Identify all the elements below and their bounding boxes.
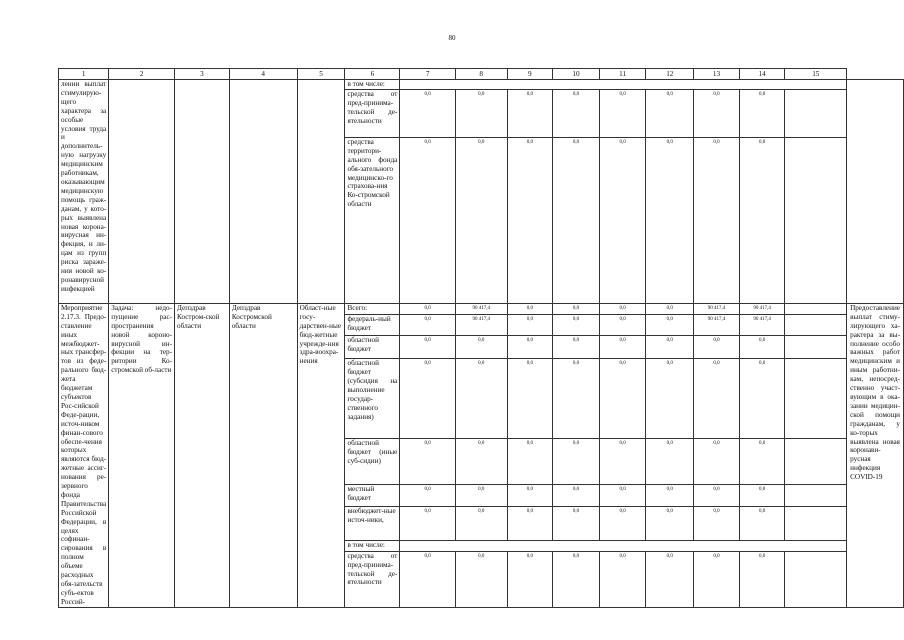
column-header: 3 — [175, 69, 230, 80]
value-cell: 0,0 — [553, 89, 600, 137]
column-header: 1 — [59, 69, 109, 80]
value-cell: 0,0 — [507, 551, 553, 607]
value-cell: 0,0 — [599, 336, 646, 359]
funding-source-label: Всего: — [345, 303, 400, 314]
funding-source-label: в том числе: — [345, 540, 400, 551]
column-header: 15 — [785, 69, 847, 80]
value-cell: 0,0 — [739, 336, 785, 359]
value-cell: 0,0 — [599, 507, 646, 541]
value-cell: 90 417,4 — [739, 303, 785, 314]
value-cell: 0,0 — [739, 551, 785, 607]
column-header: 13 — [694, 69, 740, 80]
value-cell: 0,0 — [694, 438, 740, 484]
empty-cell — [785, 507, 847, 541]
empty-cell — [785, 359, 847, 438]
coexecutor-cell — [175, 80, 230, 304]
measure-description: Мероприятие 2.17.3. Предо-ставление иных межбюджет-ных трансфер-тов из феде-рального бюд-жета бюджетам субъектов Рос-сийской Феде-рации, источ-ником финан-сового обеспе-чения которых являются бюд-жетные ассиг-нования ре-зервного фонда Правительства Российской Федерации, в целях софинан-сирования в полном объеме расходных обя-зательств субъ-ектов Россий- — [59, 303, 109, 607]
value-cell: 0,0 — [507, 484, 553, 506]
value-cell: 0,0 — [553, 551, 600, 607]
value-cell: 0,0 — [599, 551, 646, 607]
value-cell: 0,0 — [400, 484, 456, 506]
value-cell: 0,0 — [400, 303, 456, 314]
value-cell: 0,0 — [739, 507, 785, 541]
value-cell: 0,0 — [599, 438, 646, 484]
task-cell: Задача: недо-пущение рас-пространения новой короно-вирусной ин-фекции на тер-ритории Ко-стромской об-ласти — [109, 303, 175, 607]
empty-cell — [785, 484, 847, 506]
value-cell: 0,0 — [455, 438, 507, 484]
column-header: 11 — [599, 69, 646, 80]
empty-cell — [785, 551, 847, 607]
value-cell: 0,0 — [400, 336, 456, 359]
value-cell: 0,0 — [694, 336, 740, 359]
value-cell: 0,0 — [553, 137, 600, 303]
value-cell: 0,0 — [507, 336, 553, 359]
funding-source-label: средства от пред-принима-тельской де-ятельности — [345, 89, 400, 137]
value-cell: 0,0 — [400, 359, 456, 438]
value-cell: 0,0 — [646, 484, 694, 506]
value-cell: 0,0 — [694, 507, 740, 541]
value-cell: 90 417,4 — [455, 303, 507, 314]
result-cell: Предоставление выплат стиму-лирующего ха-рактера за вы-полнение особо важных работ медицинским и иным работни-кам, непосред-ственно участ-вующим в ока-зании медицин-ской помощи гражданам, у ко-торых выявлена новая коронави-русная инфекция COVID-19 — [847, 303, 904, 607]
funding-source-label: областной бюджет (субсидия на выполнение государ-ственного задания) — [345, 359, 400, 438]
empty-cell — [785, 438, 847, 484]
value-cell: 0,0 — [553, 507, 600, 541]
column-header: 7 — [400, 69, 456, 80]
recipient-cell: Област-ные госу-дарствен-ные бюд-жетные учрежде-ния здра-воохра-нения — [297, 303, 345, 607]
column-header: 5 — [297, 69, 345, 80]
funding-source-label: областной бюджет (иные суб-сидии) — [345, 438, 400, 484]
value-cell: 0,0 — [646, 137, 694, 303]
value-cell: 0,0 — [739, 359, 785, 438]
value-cell: 0,0 — [553, 314, 600, 335]
value-cell: 0,0 — [646, 438, 694, 484]
value-cell: 0,0 — [507, 507, 553, 541]
value-cell: 0,0 — [400, 137, 456, 303]
value-cell: 0,0 — [553, 336, 600, 359]
recipient-cell — [297, 80, 345, 304]
value-cell: 0,0 — [553, 438, 600, 484]
empty-cell — [785, 89, 847, 137]
value-cell: 0,0 — [400, 314, 456, 335]
empty-cell — [785, 137, 847, 303]
value-cell: 0,0 — [455, 484, 507, 506]
column-header-row — [59, 69, 904, 80]
value-cell: 0,0 — [599, 89, 646, 137]
measure-description: лении выплат стимулирую-щего характера за особые условия труда и дополнитель-ную нагрузку медицинским работникам, оказывающим медицинскую помощь граж-данам, у кото-рых выявлена новая корона-вирусная ин-фекция, и ли-цам из групп риска зараже-ния новой ко-ронавирусной инфекцией — [59, 80, 109, 304]
value-span-cell — [400, 540, 847, 551]
task-cell — [109, 80, 175, 304]
value-cell: 90 417,4 — [694, 314, 740, 335]
executor-cell — [229, 80, 297, 304]
value-cell: 0,0 — [507, 89, 553, 137]
value-cell: 0,0 — [694, 359, 740, 438]
column-header: 2 — [109, 69, 175, 80]
value-cell: 0,0 — [553, 359, 600, 438]
column-header: 9 — [507, 69, 553, 80]
value-cell: 0,0 — [739, 438, 785, 484]
value-cell: 0,0 — [400, 89, 456, 137]
value-cell: 0,0 — [599, 484, 646, 506]
value-cell: 0,0 — [455, 137, 507, 303]
coexecutor-cell: Депздрав Костром-ской области — [175, 303, 230, 607]
value-cell: 0,0 — [400, 507, 456, 541]
value-cell: 0,0 — [646, 314, 694, 335]
value-cell: 0,0 — [455, 359, 507, 438]
value-cell: 0,0 — [455, 89, 507, 137]
value-span-cell — [400, 80, 847, 90]
value-cell: 0,0 — [599, 359, 646, 438]
value-cell: 0,0 — [694, 137, 740, 303]
column-header: 6 — [345, 69, 400, 80]
value-cell: 0,0 — [646, 303, 694, 314]
value-cell: 0,0 — [400, 438, 456, 484]
value-cell: 0,0 — [507, 303, 553, 314]
value-cell: 0,0 — [455, 336, 507, 359]
funding-source-label: в том числе: — [345, 80, 400, 90]
column-header: 10 — [553, 69, 600, 80]
funding-source-label: федераль-ный бюджет — [345, 314, 400, 335]
table-body — [59, 69, 904, 608]
funding-source-label: местный бюджет — [345, 484, 400, 506]
value-cell: 0,0 — [694, 551, 740, 607]
page-number: 80 — [448, 34, 456, 42]
value-cell: 0,0 — [646, 551, 694, 607]
executor-cell: Депздрав Костромской области — [229, 303, 297, 607]
value-cell: 0,0 — [646, 336, 694, 359]
empty-cell — [785, 303, 847, 314]
value-cell: 0,0 — [694, 89, 740, 137]
empty-cell — [785, 336, 847, 359]
funding-source-label: средства территори-ального фонда обя-зательного медицинско-го страхова-ния Ко-стромской области — [345, 137, 400, 303]
value-cell: 0,0 — [400, 551, 456, 607]
value-cell: 0,0 — [739, 484, 785, 506]
value-cell: 0,0 — [599, 303, 646, 314]
value-cell: 0,0 — [553, 303, 600, 314]
value-cell: 0,0 — [739, 89, 785, 137]
column-header: 8 — [455, 69, 507, 80]
funding-source-label: средства от пред-принима-тельской де-ятельности — [345, 551, 400, 607]
column-header: 14 — [739, 69, 785, 80]
value-cell: 90 417,4 — [739, 314, 785, 335]
column-header: 12 — [646, 69, 694, 80]
value-cell: 0,0 — [646, 359, 694, 438]
value-cell: 0,0 — [739, 137, 785, 303]
value-cell: 0,0 — [507, 359, 553, 438]
financing-table — [58, 68, 904, 608]
value-cell: 0,0 — [553, 484, 600, 506]
column-header: 4 — [229, 69, 297, 80]
value-cell: 0,0 — [599, 137, 646, 303]
value-cell: 0,0 — [455, 507, 507, 541]
value-cell: 0,0 — [646, 89, 694, 137]
funding-source-label: внебюджет-ные источ-ники, — [345, 507, 400, 541]
funding-source-label: областной бюджет — [345, 336, 400, 359]
table-row — [59, 303, 904, 314]
value-cell: 0,0 — [455, 551, 507, 607]
value-cell: 0,0 — [646, 507, 694, 541]
table-row — [59, 80, 904, 90]
value-cell: 0,0 — [507, 438, 553, 484]
result-cell — [847, 80, 904, 304]
value-cell: 0,0 — [507, 314, 553, 335]
empty-cell — [785, 314, 847, 335]
value-cell: 0,0 — [694, 484, 740, 506]
value-cell: 90 417,4 — [455, 314, 507, 335]
value-cell: 0,0 — [507, 137, 553, 303]
value-cell: 0,0 — [599, 314, 646, 335]
value-cell: 90 417,4 — [694, 303, 740, 314]
